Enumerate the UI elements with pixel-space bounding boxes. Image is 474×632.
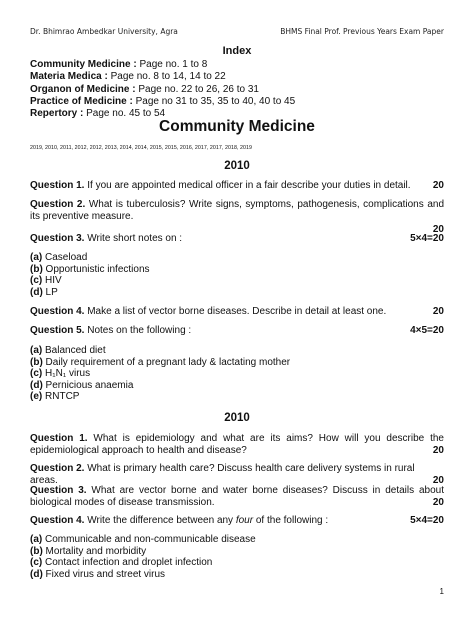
question-label: Question 3.: [30, 485, 87, 496]
option-text: Balanced diet: [42, 345, 106, 356]
option-item: [30, 557, 256, 569]
option-key: (d): [30, 286, 43, 298]
index-entry-label: Community Medicine :: [30, 59, 137, 70]
page-number: 1: [439, 587, 444, 596]
year-heading: 2010: [224, 412, 250, 424]
index-entry-pages: Page no 31 to 35, 35 to 40, 40 to 45: [132, 95, 296, 107]
index-entry-label: Repertory :: [30, 108, 84, 120]
option-item: [30, 275, 150, 287]
question-emphasis: four: [235, 515, 254, 526]
question: [30, 199, 444, 236]
question-label: Question 1.: [30, 433, 88, 444]
index-entry-label: Organon of Medicine :: [30, 83, 136, 95]
option-key: (a): [30, 534, 43, 545]
question-label: Question 5.: [30, 325, 85, 336]
index-entry: [30, 96, 295, 108]
option-key: (b): [30, 545, 43, 557]
question-label: Question 4.: [30, 306, 85, 317]
index-entry: [30, 71, 295, 83]
option-item: [30, 546, 256, 558]
index-entry-label: Materia Medica :: [30, 71, 108, 83]
question: [30, 325, 444, 337]
question: [30, 233, 444, 245]
index-entry: [30, 84, 295, 96]
question-label: Question 4.: [30, 515, 85, 526]
question-marks: 20: [432, 475, 444, 487]
index-entry-label: Practice of Medicine :: [30, 95, 133, 107]
option-list: [30, 534, 256, 580]
option-item: [30, 534, 256, 546]
option-list: [30, 252, 150, 298]
index-title: Index: [222, 45, 252, 57]
question-marks: 5×4=20: [410, 515, 444, 526]
option-item: [30, 380, 290, 392]
question-text: What are vector borne and water borne diseases? Discuss in details about biological modes of disease transmission.: [30, 485, 445, 509]
index-list: [30, 59, 295, 120]
option-text: Opportunistic infections: [42, 263, 150, 275]
option-item: [30, 264, 150, 276]
index-entry: [30, 59, 295, 71]
question-marks: 20: [432, 180, 444, 191]
option-item: [30, 569, 256, 581]
question-marks: 20: [432, 445, 444, 457]
option-text: Pernicious anaemia: [42, 379, 134, 391]
option-item: [30, 252, 150, 264]
option-text: Communicable and non-communicable disease: [42, 534, 256, 545]
header-exam-paper: BHMS Final Prof. Previous Years Exam Paper: [280, 27, 444, 36]
question: [30, 180, 444, 192]
section-title: Community Medicine: [159, 118, 315, 135]
question-text: If you are appointed medical officer in a fair describe your duties in detail.: [84, 180, 411, 191]
option-key: (c): [30, 368, 43, 380]
question-label: Question 1.: [30, 180, 85, 191]
option-key: (b): [30, 263, 43, 275]
question: [30, 306, 444, 318]
option-text: Mortality and morbidity: [42, 545, 147, 557]
option-text: Caseload: [42, 252, 88, 263]
option-item: [30, 357, 290, 369]
option-item: [30, 287, 150, 299]
year-heading: 2010: [224, 160, 250, 172]
question: [30, 485, 444, 510]
option-key: (d): [30, 568, 43, 580]
index-entry-pages: Page no. 8 to 14, 14 to 22: [107, 71, 226, 83]
question: [30, 433, 444, 458]
option-text: RNTCP: [42, 391, 80, 403]
option-text: LP: [42, 286, 58, 298]
question-marks: 20: [432, 223, 444, 235]
question-marks: 4×5=20: [410, 325, 444, 336]
header-university: Dr. Bhimrao Ambedkar University, Agra: [30, 27, 178, 36]
question-text: Write short notes on :: [84, 233, 183, 244]
option-key: (d): [30, 379, 43, 391]
question-label: Question 3.: [30, 233, 85, 244]
option-item: [30, 368, 290, 380]
question-text: Write the difference between any: [84, 515, 236, 526]
option-list: [30, 345, 290, 403]
option-key: (c): [30, 275, 43, 287]
question-text: of the following :: [253, 515, 329, 526]
option-key: (a): [30, 252, 43, 263]
option-key: (a): [30, 345, 43, 356]
question-marks: 20: [432, 306, 444, 317]
option-text: Fixed virus and street virus: [42, 568, 166, 580]
question-label: Question 2.: [30, 199, 86, 210]
option-key: (e): [30, 391, 43, 403]
option-item: [30, 345, 290, 357]
question-text: Notes on the following :: [84, 325, 192, 336]
option-text: H₁N₁ virus: [42, 368, 91, 380]
question-text: What is epidemiology and what are its aims? How will you describe the epidemiological approach to health and disease?: [30, 433, 444, 457]
question-text: What is primary health care? Discuss health care delivery systems in rural areas.: [30, 463, 415, 487]
option-text: HIV: [42, 275, 62, 287]
option-key: (c): [30, 557, 43, 569]
option-item: [30, 391, 290, 403]
question: [30, 463, 444, 488]
question-marks: 20: [432, 497, 444, 509]
question-marks: 5×4=20: [410, 233, 444, 244]
index-entry-pages: Page no. 1 to 8: [136, 59, 208, 70]
option-text: Contact infection and droplet infection: [42, 557, 213, 569]
years-line: 2019, 2010, 2011, 2012, 2012, 2013, 2014, 2014, 2015, 2015, 2016, 2017, 2017, 2018, 2019: [30, 145, 252, 151]
question: [30, 515, 444, 527]
option-key: (b): [30, 356, 43, 368]
index-entry-pages: Page no. 22 to 26, 26 to 31: [135, 83, 259, 95]
option-text: Daily requirement of a pregnant lady & lactating mother: [42, 356, 291, 368]
index-entry-pages: Page no. 45 to 54: [83, 108, 166, 120]
question-text: What is tuberculosis? Write signs, symptoms, pathogenesis, complications and its preventive measure.: [30, 199, 445, 223]
question-text: Make a list of vector borne diseases. Describe in detail at least one.: [84, 306, 387, 317]
question-label: Question 2.: [30, 463, 85, 474]
